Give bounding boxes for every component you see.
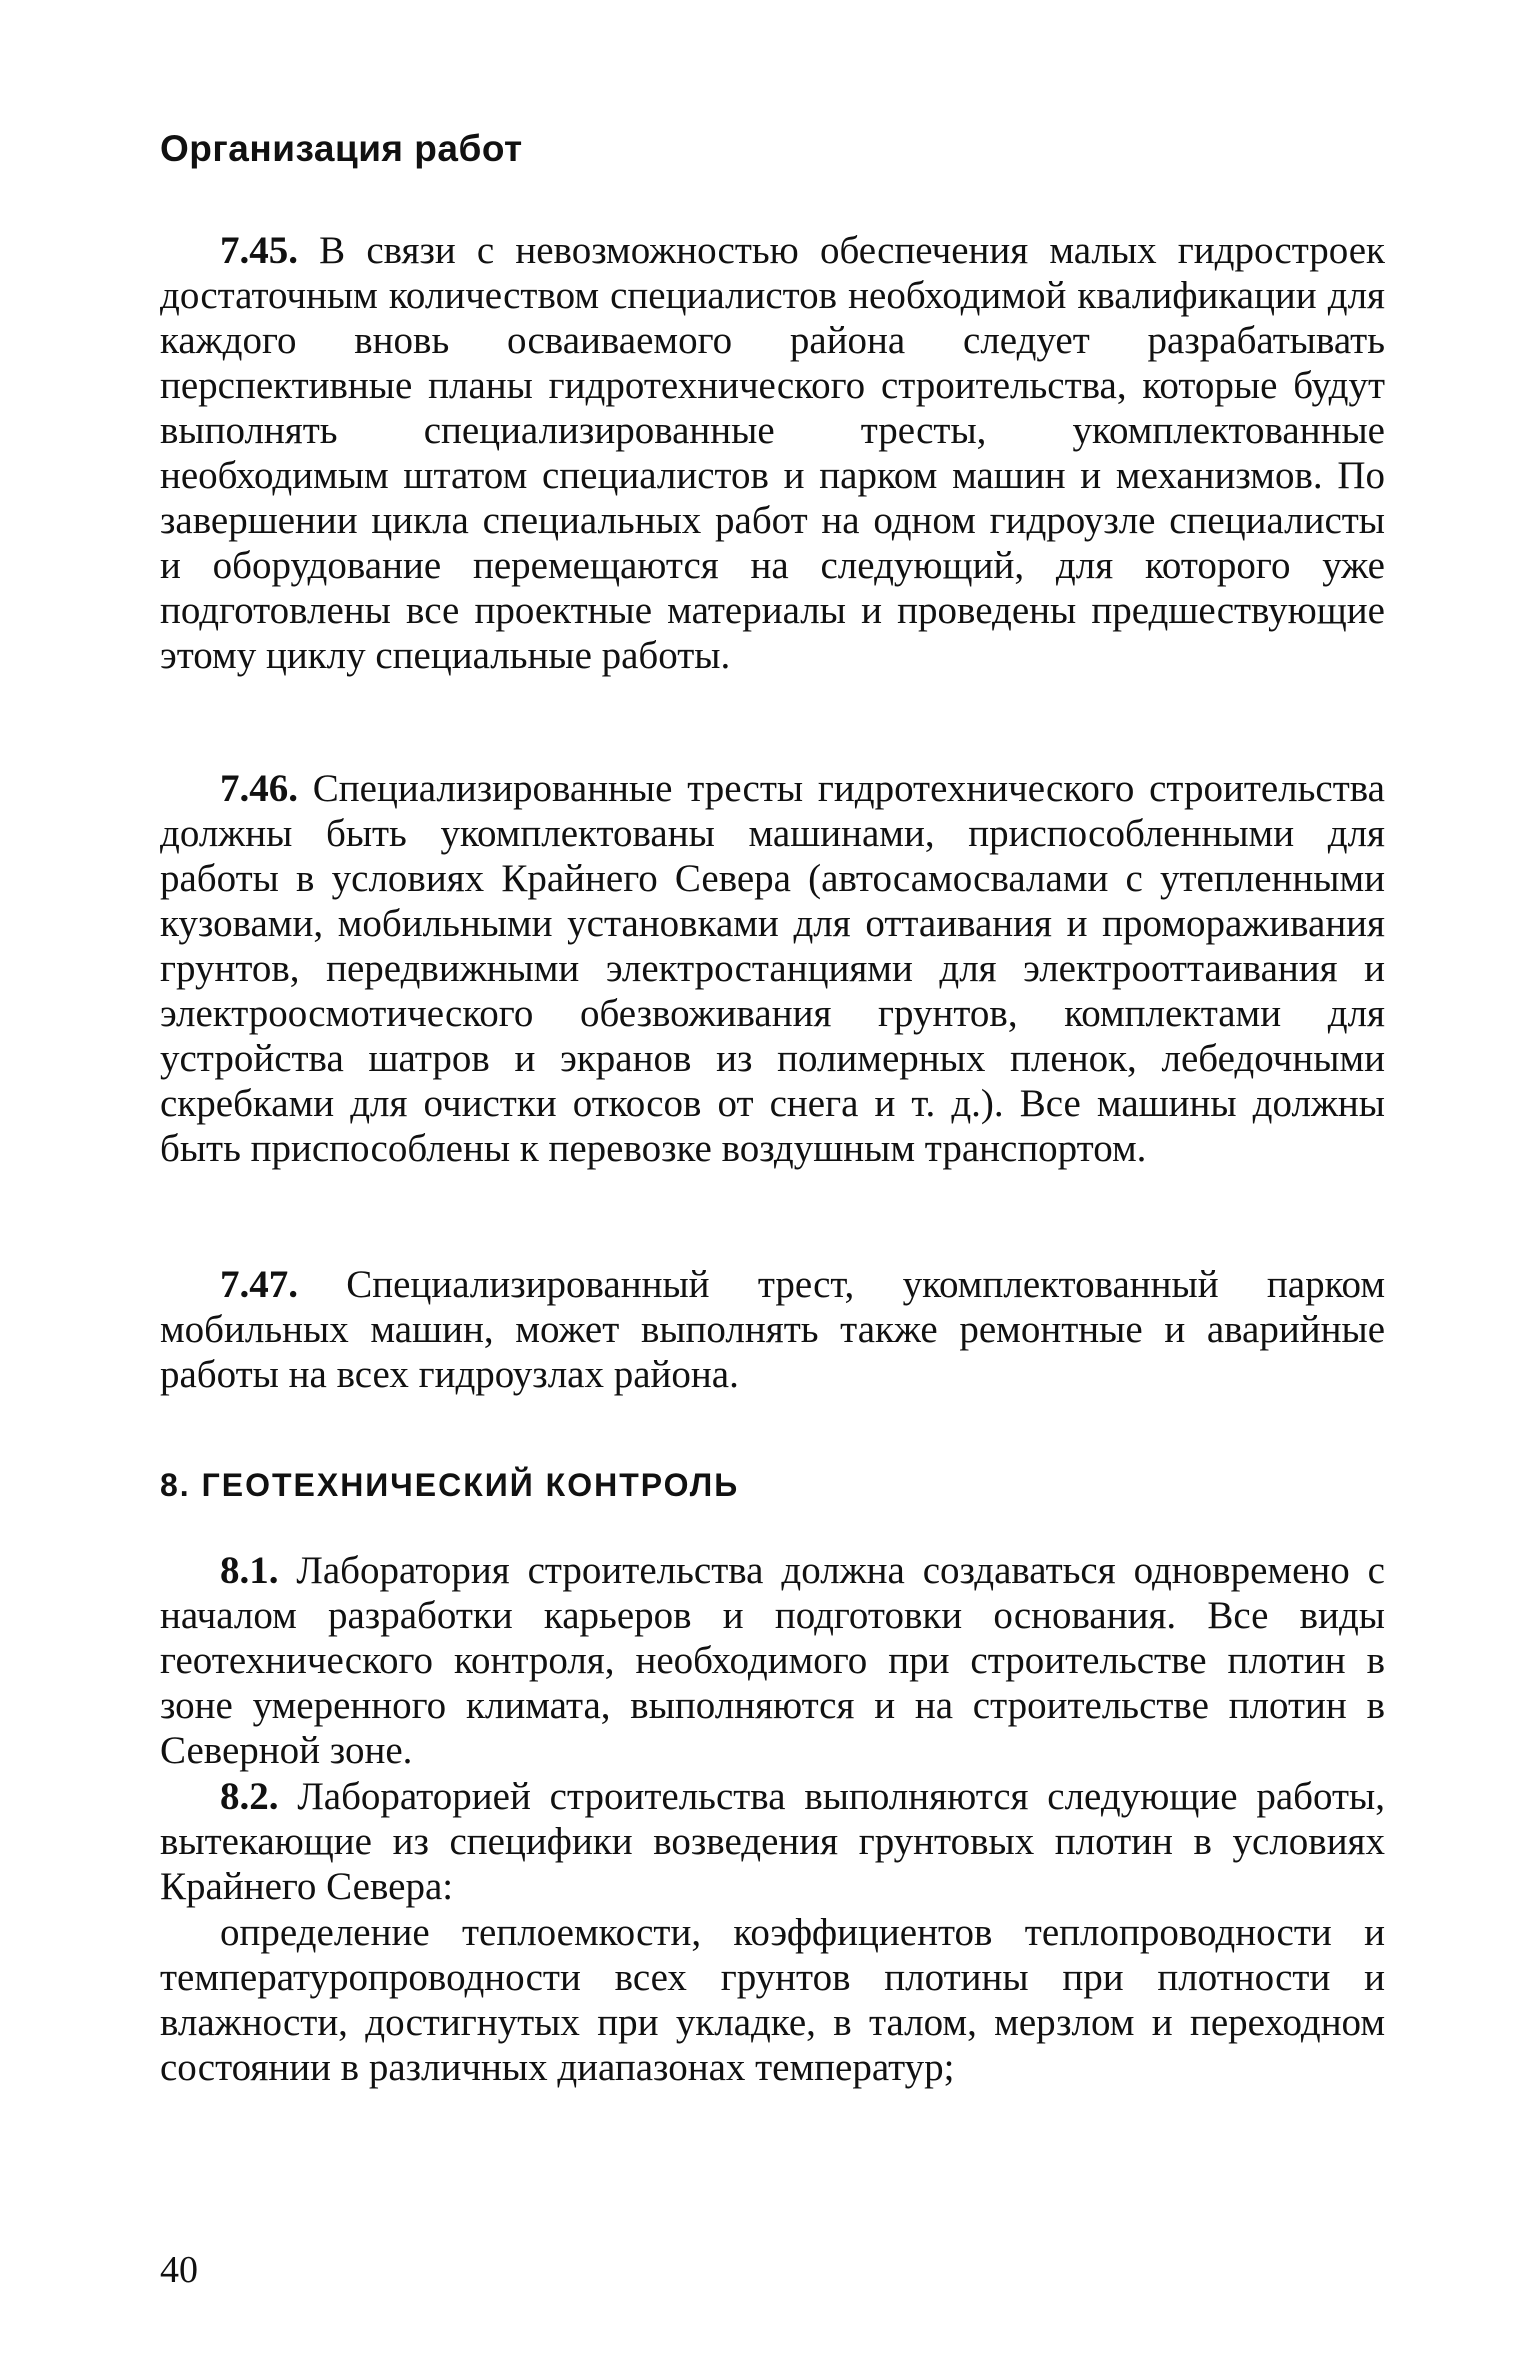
paragraph-7-46 — [160, 766, 1385, 1171]
section-title: Организация работ — [160, 128, 523, 169]
page-number: 40 — [160, 2249, 198, 2291]
paragraph-text: Специализированный трест, укомплектованный парком мобильных машин, может выполнять также ремонтные и аварийные работы на всех гидроузлах района. — [160, 1263, 1385, 1396]
paragraph-7-45 — [160, 228, 1385, 678]
paragraph-text: В связи с невозможностью обеспечения малых гидростроек достаточным количеством специалистов необходимой квалификации для каждого вновь осваиваемого района следует разрабатывать перспективные планы гидротехнического строительства, которые будут выполнять специализированные тресты, укомплектованные необходимым штатом специалистов и парком машин и механизмов. По завершении цикла специальных работ на одном гидроузле специалисты и оборудование перемещаются на следующий, для которого уже подготовлены все проектные материалы и проведены предшествующие этому циклу специальные работы. — [160, 229, 1385, 677]
paragraph-number: 8.2. — [220, 1775, 279, 1818]
paragraph-7-47 — [160, 1262, 1385, 1397]
paragraph-8-2 — [160, 1774, 1385, 1909]
paragraph-text: Лаборатория строительства должна создаваться одновремено с началом разработки карьеров и подготовки основания. Все виды геотехнического контроля, необходимого при строительстве плотин в зоне умеренного климата, выполняются и на строительстве плотин в Северной зоне. — [160, 1549, 1385, 1772]
paragraph-number: 7.45. — [220, 229, 298, 272]
chapter-title: 8. ГЕОТЕХНИЧЕСКИЙ КОНТРОЛЬ — [160, 1467, 740, 1503]
paragraph-text: Специализированные тресты гидротехнического строительства должны быть укомплектованы машинами, приспособленными для работы в условиях Крайнего Севера (автосамосвалами с утепленными кузовами, мобильными установками для оттаивания и промораживания грунтов, передвижными электростанциями для электрооттаивания и электроосмотического обезвоживания грунтов, комплектами для устройства шатров и экранов из полимерных пленок, лебедочными скребками для очистки откосов от снега и т. д.). Все машины должны быть приспособлены к перевозке воздушным транспортом. — [160, 767, 1385, 1170]
paragraph-8-1 — [160, 1548, 1385, 1773]
paragraph-text: определение теплоемкости, коэффициентов теплопроводности и температуропроводности всех грунтов плотины при плотности и влажности, достигнутых при укладке, в талом, мерзлом и переходном состоянии в различных диапазонах температур; — [160, 1911, 1385, 2089]
list-item-heat-capacity — [160, 1910, 1385, 2090]
paragraph-text: Лабораторией строительства выполняются следующие работы, вытекающие из специфики возведения грунтовых плотин в условиях Крайнего Севера: — [160, 1775, 1385, 1908]
paragraph-number: 7.46. — [220, 767, 298, 810]
paragraph-number: 8.1. — [220, 1549, 279, 1592]
paragraph-number: 7.47. — [220, 1263, 298, 1306]
